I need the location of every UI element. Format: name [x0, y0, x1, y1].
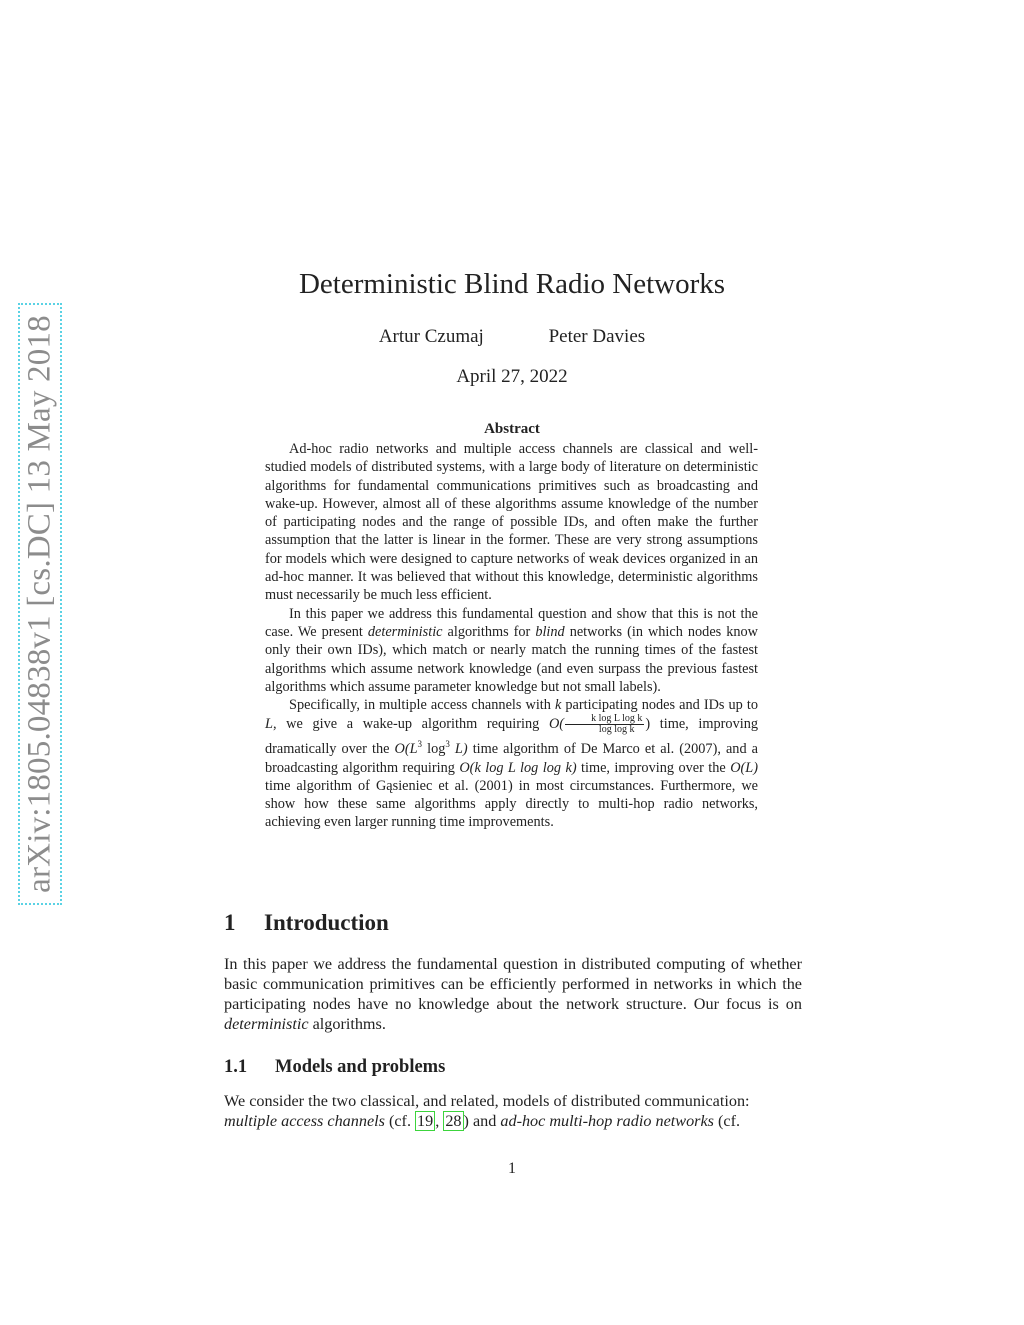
- author-list: [0, 326, 1024, 348]
- subsection-number: 1.1: [224, 1057, 248, 1077]
- fraction: $\frac{\text{k log L log k}}{\text{log log k}}$: [565, 714, 644, 735]
- subsection-heading-models: [224, 1057, 445, 1078]
- abstract-heading: Abstract: [484, 421, 540, 437]
- paper-title: Deterministic Blind Radio Networks: [298, 268, 726, 300]
- section-title: Introduction: [264, 910, 389, 935]
- paper-date: April 27, 2022: [456, 366, 568, 387]
- arxiv-stamp-text: arXiv:1805.04838v1 [cs.DC] 13 May 2018: [21, 315, 58, 893]
- author-2: Peter Davies: [548, 326, 646, 347]
- arxiv-stamp: [18, 303, 62, 905]
- introduction-paragraph: In this paper we address the fundamental question in distributed computing of whether basic communication primitives can be efficiently performed in networks in which the participating nodes have no knowledge about the network structure. Our focus is on deterministic algorithms.: [224, 955, 802, 1034]
- author-1: Artur Czumaj: [378, 326, 484, 347]
- abstract-paragraph-1: Ad-hoc radio networks and multiple access channels are classical and well-studied models of distributed systems, with a large body of literature on deterministic algorithms for fundamental communications primitives such as broadcasting and wake-up. However, almost all of these algorithms assume knowledge of the number of participating nodes and the range of possible IDs, and often make the further assumption that the latter is linear in the former. These are very strong assumptions for models which were designed to capture networks of weak devices organized in an ad-hoc manner. It was believed that without this knowledge, deterministic algorithms must necessarily be much less efficient.: [265, 441, 758, 604]
- abstract-paragraph-3: Specifically, in multiple access channels with k participating nodes and IDs up to L, we give a wake-up algorithm requiring O( $\frac{\text{k log L log k}}{\text{log log k}}$ ) time, improving dramatically over the $O(L^3$ $\log^3 L$) time algorithm of De Marco et al. (2007), and a broadcasting algorithm requiring O(k log L log log k) time, improving over the O(L) time algorithm of Gąsieniec et al. (2001) in most circumstances. Furthermore, we show how these same algorithms apply directly to multi-hop radio networks, achieving even larger running time improvements.: [265, 697, 759, 831]
- section-number: 1: [224, 910, 236, 935]
- citation-link-19[interactable]: 19: [417, 1112, 434, 1131]
- citation-link-28[interactable]: 28: [445, 1112, 462, 1131]
- models-paragraph: We consider the two classical, and related, models of distributed communication: multiple access channels (cf. 19 , 28 ) and ad-hoc multi-hop radio networks (cf.: [224, 1092, 750, 1131]
- page-number: 1: [508, 1160, 516, 1177]
- subsection-title: Models and problems: [275, 1057, 446, 1077]
- abstract-paragraph-2: In this paper we address this fundamental question and show that this is not the case. We present deterministic algorithms for blind networks (in which nodes know only their own IDs), which match or nearly match the running times of the fastest algorithms which assume network knowledge (and even surpass the previous fastest algorithms which assume parameter knowledge but not small labels).: [265, 605, 758, 695]
- abstract-body: [265, 440, 758, 832]
- section-heading-introduction: [224, 910, 389, 936]
